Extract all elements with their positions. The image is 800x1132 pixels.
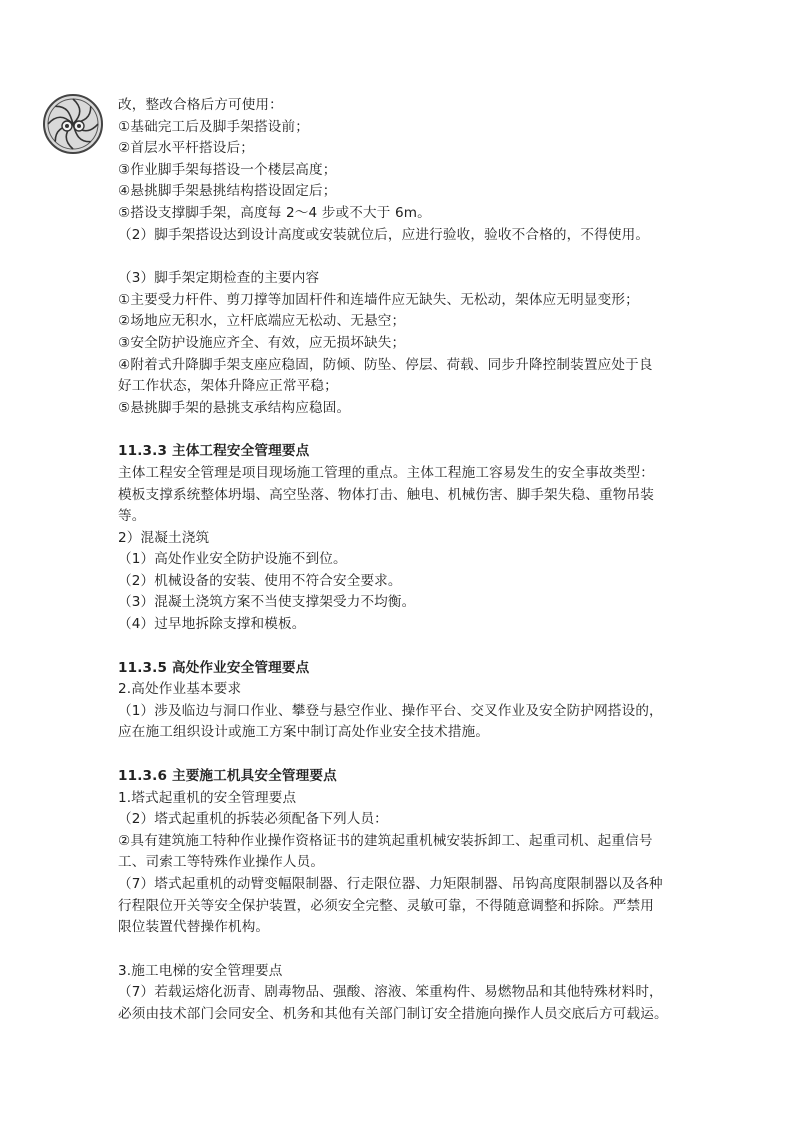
text-line: 改，整改合格后方可使用： bbox=[118, 97, 283, 113]
text-line: 1.塔式起重机的安全管理要点 bbox=[118, 789, 297, 806]
text-line: （2）机械设备的安装、使用不符合安全要求。 bbox=[118, 572, 402, 589]
text-line: ①主要受力杆件、剪刀撑等加固杆件和连墙件应无缺失、无松动，架体应无明显变形； bbox=[118, 291, 639, 308]
text-line: 等。 bbox=[118, 508, 146, 525]
text-line: 2.高处作业基本要求 bbox=[118, 681, 242, 698]
section-heading: 11.3.6 主要施工机具安全管理要点 bbox=[118, 768, 337, 785]
scaffold-inspection-stages bbox=[118, 95, 683, 246]
spacer bbox=[118, 636, 683, 658]
text-line: 行程限位开关等安全保护装置，必须安全完整、灵敏可靠，不得随意调整和拆除。严禁用 bbox=[118, 897, 655, 914]
spacer bbox=[118, 744, 683, 766]
text-line: （7）若载运熔化沥青、剧毒物品、强酸、溶液、笨重构件、易燃物品和其他特殊材料时， bbox=[118, 984, 663, 1001]
text-line: ②场地应无积水，立杆底端应无松动、无悬空； bbox=[118, 313, 406, 330]
text-line: 主体工程安全管理是项目现场施工管理的重点。主体工程施工容易发生的安全事故类型： bbox=[118, 464, 655, 481]
section-11-3-5 bbox=[118, 658, 683, 744]
text-line: 限位装置代替操作机构。 bbox=[118, 919, 270, 936]
text-line: （4）过早地拆除支撑和模板。 bbox=[118, 616, 306, 633]
section-heading: 11.3.5 高处作业安全管理要点 bbox=[118, 659, 310, 676]
document-body bbox=[118, 95, 683, 1026]
text-line: （2）脚手架搭设达到设计高度或安装就位后，应进行验收，验收不合格的，不得使用。 bbox=[118, 226, 650, 243]
text-line: ②具有建筑施工特种作业操作资格证书的建筑起重机械安装拆卸工、起重司机、起重信号 bbox=[118, 832, 653, 849]
scaffold-periodic-check bbox=[118, 268, 683, 419]
text-line: 应在施工组织设计或施工方案中制订高处作业安全技术措施。 bbox=[118, 724, 490, 741]
section-heading: 11.3.3 主体工程安全管理要点 bbox=[118, 443, 310, 460]
text-line: 工、司索工等特殊作业操作人员。 bbox=[118, 854, 325, 871]
construction-elevator-section bbox=[118, 961, 683, 1026]
text-line: （1）涉及临边与洞口作业、攀登与悬空作业、操作平台、交叉作业及安全防护网搭设的， bbox=[118, 702, 663, 719]
text-line: ①基础完工后及脚手架搭设前； bbox=[118, 118, 310, 135]
section-11-3-6 bbox=[118, 766, 683, 939]
text-line: 2）混凝土浇筑 bbox=[118, 529, 210, 546]
text-line: ⑤悬挑脚手架的悬挑支承结构应稳固。 bbox=[118, 399, 351, 416]
text-line: 好工作状态，架体升降应正常平稳； bbox=[118, 378, 338, 395]
text-line: （7）塔式起重机的动臂变幅限制器、行走限位器、力矩限制器、吊钩高度限制器以及各种 bbox=[118, 876, 663, 892]
text-line: ③作业脚手架每搭设一个楼层高度； bbox=[118, 161, 337, 178]
text-line: ③安全防护设施应齐全、有效，应无损坏缺失； bbox=[118, 334, 406, 351]
section-11-3-3 bbox=[118, 441, 683, 635]
text-line: （3）混凝土浇筑方案不当使支撑架受力不均衡。 bbox=[118, 594, 416, 611]
text-line: （2）塔式起重机的拆装必须配备下列人员： bbox=[118, 811, 388, 828]
text-line: （1）高处作业安全防护设施不到位。 bbox=[118, 551, 347, 568]
spacer bbox=[118, 246, 683, 268]
spacer bbox=[118, 419, 683, 441]
text-line: 3.施工电梯的安全管理要点 bbox=[118, 962, 283, 979]
text-line: 模板支撑系统整体坍塌、高空坠落、物体打击、触电、机械伤害、脚手架失稳、重物吊装 bbox=[118, 486, 655, 503]
text-line: ④悬挑脚手架悬挑结构搭设固定后； bbox=[118, 183, 337, 200]
text-line: ④附着式升降脚手架支座应稳固，防倾、防坠、停层、荷载、同步升降控制装置应处于良 bbox=[118, 356, 653, 373]
text-line: 必须由技术部门会同安全、机务和其他有关部门制订安全措施向操作人员交底后方可载运。 bbox=[118, 1005, 668, 1022]
text-line: ⑤搭设支撑脚手架，高度每 2～4 步或不大于 6m。 bbox=[118, 204, 431, 221]
logo-emblem-icon bbox=[42, 93, 104, 155]
text-line: （3）脚手架定期检查的主要内容 bbox=[118, 270, 320, 287]
spacer bbox=[118, 939, 683, 961]
text-line: ②首层水平杆搭设后； bbox=[118, 140, 255, 157]
